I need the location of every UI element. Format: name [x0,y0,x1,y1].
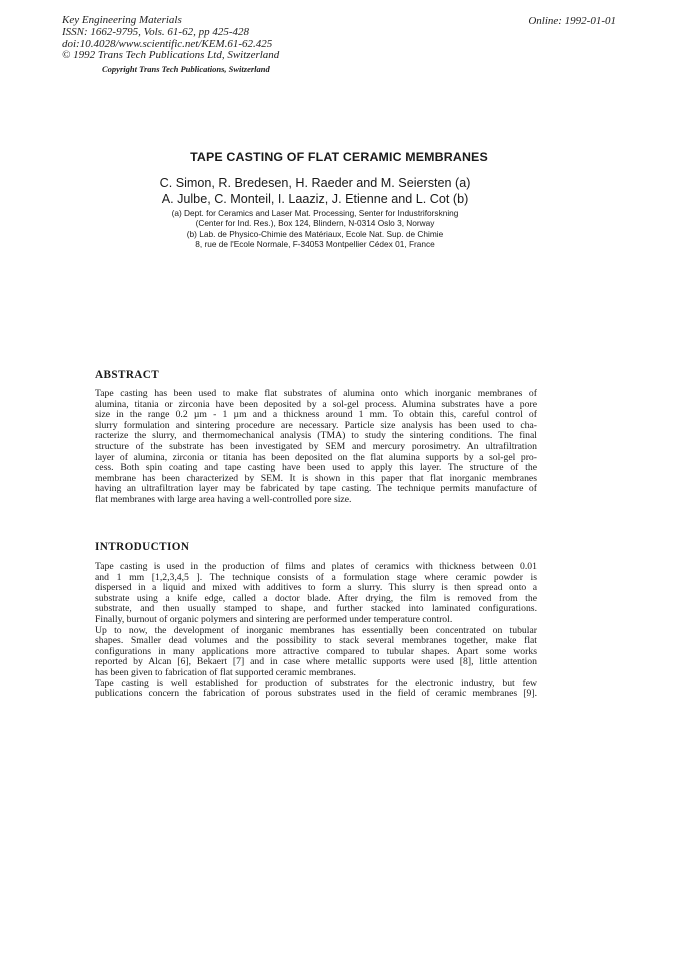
text-line: Tape casting is used in the production of films and plates of ceramics with thickness between 0.01 [95,561,537,572]
text-line: Tape casting is well established for production of substrates for the electronic industry, but few [95,677,537,689]
abstract-heading: ABSTRACT [95,369,160,381]
text-line: having an ultrafiltration layer may be fabricated by tape casting. The technique permits manufacture of [95,483,537,495]
text-line: layer of alumina, zirconia or titania has been deposited on the flat alumina supports by a sol-gel pro- [95,451,537,463]
text-line: and 1 mm [1,2,3,4,5 ]. The technique consists of a formulation stage where ceramic powder is [95,571,537,583]
text-line: has been given to fabrication of flat supported ceramic membranes. [95,666,356,678]
text-line: flat membranes with large area having a well-controlled pore size. [95,493,352,505]
copyright-small: Copyright Trans Tech Publications, Switzerland [102,64,270,74]
author-line: C. Simon, R. Bredesen, H. Raeder and M. Seiersten (a) [159,176,471,190]
text-line: size in the range 0.2 µm - 1 µm and a thickness around 1 mm. To obtain this, careful control of [95,409,537,421]
journal-metadata [62,15,279,62]
journal-name: Key Engineering Materials [62,14,182,26]
text-line: Up to now, the development of inorganic membranes has essentially been concentrated on tubular [95,624,537,636]
text-line: configurations in many applications more attractive compared to tubular shapes. Apart some works [95,645,537,657]
online-date: Online: 1992-01-01 [528,15,616,27]
paper-title: TAPE CASTING OF FLAT CERAMIC MEMBRANES [190,150,488,164]
author-list [0,176,630,207]
affiliations [0,208,630,250]
text-line: publications concern the fabrication of porous substrates used in the field of ceramic membranes [9]. [95,688,537,700]
text-line: cess. Both spin coating and tape casting have been used to apply this layer. The structure of the [95,462,537,474]
text-line: Tape casting has been used to make flat substrates of alumina onto which inorganic membranes of [95,388,537,399]
affiliation-line: 8, rue de l'Ecole Normale, F-34053 Montpellier Cédex 01, France [195,239,435,250]
text-line: substrate, and then usually stamped to shape, and further stacked into laminated configurations. [95,603,537,615]
text-line: reported by Alcan [6], Bekaert [7] and in case where metallic supports were used [8], little attention [95,656,537,668]
affiliation-line: (b) Lab. de Physico-Chimie des Matériaux, Ecole Nat. Sup. de Chimie [186,228,444,239]
text-line: structure of the substrate has been investigated by SEM and mercury porosimetry. An ultrafiltration [95,440,537,452]
text-line: alumina, titania or zirconia have been deposited by a sol-gel process. Alumina substrates have a pore [95,398,537,410]
text-line: membrane has been characterized by SEM. It is shown in this paper that flat inorganic membranes [95,472,537,484]
affiliation-line: (a) Dept. for Ceramics and Laser Mat. Processing, Senter for Industriforskning [171,208,459,218]
text-line: Finally, burnout of organic polymers and sintering are performed under temperature control. [95,613,453,625]
text-line: shapes. Smaller dead volumes and the possibility to stack several membranes together, make flat [95,635,537,647]
abstract-body [95,389,537,506]
text-line: dispersed in a liquid and mixed with additives to form a slurry. This slurry is then spread onto a [95,582,537,594]
issn-line: ISSN: 1662-9795, Vols. 61-62, pp 425-428 [62,25,249,38]
text-line: racterize the slurry, and thermomechanical analysis (TMA) to study the sintering conditions. The final [95,430,537,442]
copyright-line: © 1992 Trans Tech Publications Ltd, Switzerland [62,49,280,62]
introduction-heading: INTRODUCTION [95,541,190,553]
introduction-body [95,562,537,700]
text-line: substrate using a knife edge, called a doctor blade. After drying, the film is removed from the [95,592,537,604]
affiliation-line: (Center for Ind. Res.), Box 124, Blindern, N-0314 Oslo 3, Norway [195,218,435,229]
doi-line[interactable]: doi:10.4028/www.scientific.net/KEM.61-62.425 [62,37,273,50]
author-line: A. Julbe, C. Monteil, I. Laaziz, J. Etienne and L. Cot (b) [161,191,469,206]
text-line: slurry formulation and sintering procedure are necessary. Particle size analysis has been used to cha- [95,419,537,431]
